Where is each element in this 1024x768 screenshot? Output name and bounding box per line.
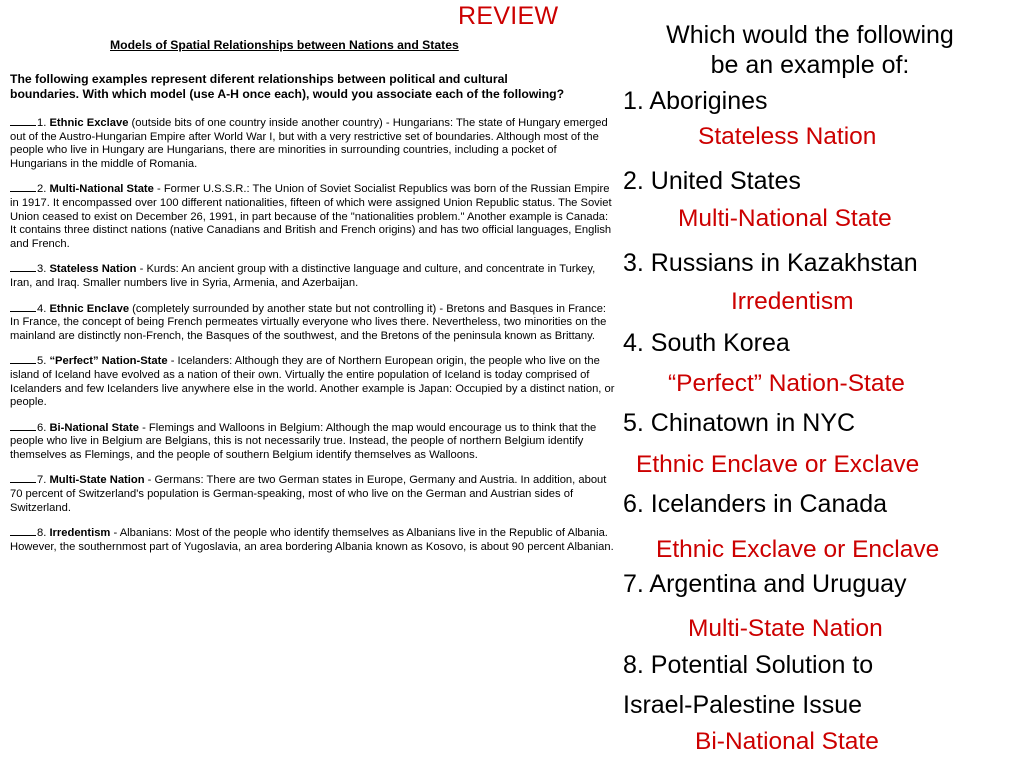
item-term: Ethnic Enclave [49, 302, 130, 315]
item-text: - Kurds: An ancient group with a distinctive language and culture, and concentrate in Turkey, Iran, and Iraq. Smaller numbers live in Syria, Armenia, and Azerbaijan. [10, 263, 596, 289]
item-number: 2. [37, 183, 47, 196]
answer-2: Multi-National State [678, 205, 892, 232]
item-number: 1. [37, 117, 47, 129]
question-8: 8. Potential Solution to [623, 651, 874, 679]
item-term: Stateless Nation [49, 263, 137, 276]
question-4: 4. South Korea [623, 329, 790, 357]
question-header-line: be an example of: [710, 51, 910, 79]
item-number: 3. [37, 263, 47, 276]
answer-3: Irredentism [731, 288, 854, 315]
handout-item [10, 526, 615, 554]
question-2: 2. United States [623, 167, 801, 195]
item-number: 4. [37, 302, 47, 315]
answer-blank [10, 421, 36, 431]
item-number: 8. [37, 527, 47, 540]
item-term: “Perfect” Nation-State [49, 355, 168, 368]
handout-item [10, 473, 615, 515]
handout-item [10, 302, 615, 344]
answer-8: Bi-National State [695, 728, 879, 755]
answer-5: Ethnic Enclave or Exclave [636, 451, 920, 478]
item-text: - Former U.S.S.R.: The Union of Soviet Socialist Republics was born of the Russian Empire in 1917. It encompassed over 100 different nationalities, fifteen of which were assigned Union Republic status. The Soviet Union ceased to exist on December 26, 1991, in part because of the "nationalities problem." Another example is Canada: It contains three distinct nations (native Canadians and British and French origins) and has two official languages, English and French. [10, 183, 612, 250]
item-term: Ethnic Exclave [49, 117, 129, 129]
item-term: Irredentism [49, 527, 111, 540]
item-number: 6. [37, 421, 47, 434]
handout-item [10, 116, 615, 171]
question-8-continued: Israel-Palestine Issue [623, 691, 863, 719]
question-1: 1. Aborigines [623, 87, 768, 115]
question-header-line: Which would the following [666, 21, 954, 49]
handout-intro: The following examples represent diferent relationships between political and cultural boundaries. With which model (use A-H once each), would you associate each of the following? [10, 72, 565, 101]
handout-item [10, 421, 615, 463]
answer-1: Stateless Nation [698, 123, 877, 150]
answer-blank [10, 182, 36, 192]
item-term: Multi-National State [49, 183, 154, 196]
item-text: (outside bits of one country inside another country) - Hungarians: The state of Hungary emerged out of the Austro-Hungarian Empire after World War I, but with a very restrictive set of boundaries. Although most of the people who live in Hungary are Hungarians, there are minorities in surrounding countries, including a pocket of Hungarians in the middle of Romania. [10, 117, 608, 170]
handout-item [10, 354, 615, 409]
review-title: REVIEW [458, 2, 559, 30]
item-text: - Albanians: Most of the people who identify themselves as Albanians live in the Republic of Albania. However, the southernmost part of Yugoslavia, an area bordering Albania known as Kosovo, is about 90 percent Albanian. [10, 527, 614, 553]
item-text: - Germans: There are two German states in Europe, Germany and Austria. In addition, about 70 percent of Switzerland's population is German-speaking, most of who live on the German and Austrian sides of Switzerland. [10, 474, 607, 514]
answer-blank [10, 526, 36, 536]
item-text: - Icelanders: Although they are of Northern European origin, the people who live on the island of Iceland have evolved as a nation of their own. Virtually the entire population of Iceland is today comprised of Icelanders and few Icelanders live anywhere else in the world. Another example is Japan: Occupied by a distinct nation, or people. [10, 355, 615, 409]
handout-item [10, 262, 615, 290]
answer-blank [10, 473, 36, 483]
item-number: 7. [37, 474, 47, 487]
answer-6: Ethnic Exclave or Enclave [656, 536, 940, 563]
item-text: - Flemings and Walloons in Belgium: Although the map would encourage us to think that the people who live in Belgium are Belgians, this is not necessarily true. Instead, the people of northern Belgium identify themselves as Flemings, and the people of southern Belgium identify themselves as Walloons. [10, 421, 597, 461]
item-text: (completely surrounded by another state but not controlling it) - Bretons and Basques in France: In France, the concept of being French permeates virtually everyone who lives there. Nevertheless, two minorities on the mainland are distinctly non-French, the Basques of the southwest, and the Bretons of the peninsula known as Brittany. [10, 302, 607, 342]
handout-title: Models of Spatial Relationships between Nations and States [110, 38, 459, 52]
answer-7: Multi-State Nation [688, 615, 883, 642]
answer-blank [10, 262, 36, 272]
answer-blank [10, 116, 36, 126]
handout-item [10, 182, 615, 251]
answer-4: “Perfect” Nation-State [668, 370, 905, 397]
handout [10, 38, 615, 565]
question-header [620, 20, 1000, 80]
answer-blank [10, 302, 36, 312]
question-5: 5. Chinatown in NYC [623, 409, 856, 437]
item-term: Bi-National State [49, 421, 139, 434]
answer-blank [10, 354, 36, 364]
question-7: 7. Argentina and Uruguay [623, 570, 907, 598]
question-6: 6. Icelanders in Canada [623, 490, 888, 518]
question-3: 3. Russians in Kazakhstan [623, 249, 918, 277]
item-number: 5. [37, 355, 47, 368]
item-term: Multi-State Nation [49, 474, 145, 487]
